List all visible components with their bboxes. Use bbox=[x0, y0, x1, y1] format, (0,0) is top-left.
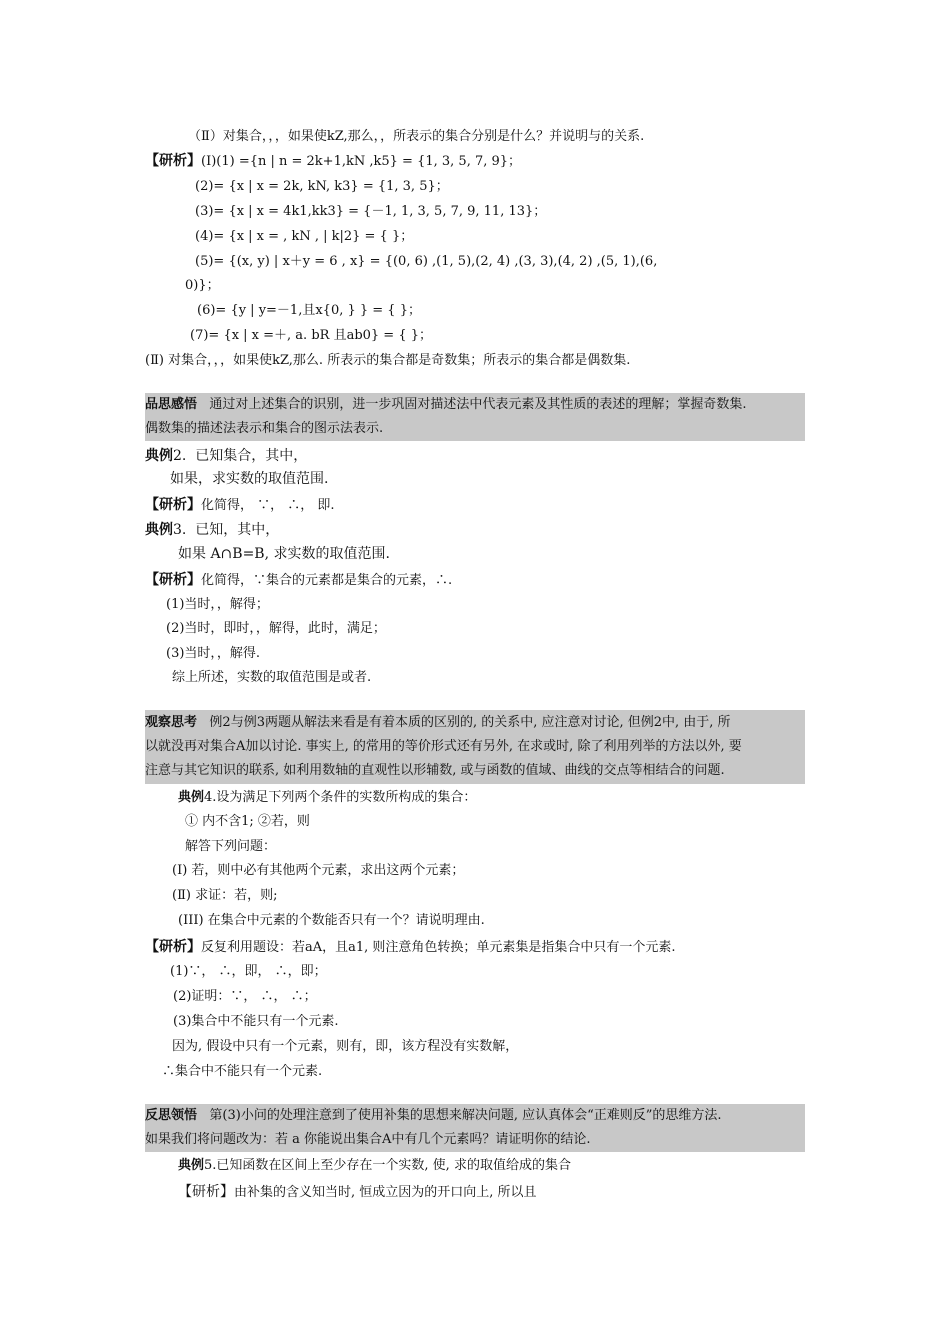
rethink-text: 第(3)小问的处理注意到了使用补集的思想来解决问题, 应认真体会“正难则反”的思维方法. bbox=[209, 1108, 722, 1123]
analysis-line-1 bbox=[145, 150, 521, 173]
example-4-question-2: (Ⅱ) 求证：若，则; bbox=[172, 888, 278, 903]
analysis-line-7: (7)= {x | x =＋, a. bR 且ab0} = { }； bbox=[190, 328, 433, 343]
example-4-conditions: ① 内不含1; ②若，则 bbox=[185, 814, 310, 829]
observe-line-3: 注意与其它知识的联系, 如利用数轴的直观性以形辅数, 或与函数的值域、曲线的交点等相结合的问题. bbox=[145, 763, 725, 778]
reflection-box-3 bbox=[145, 1104, 805, 1152]
example-4-analysis bbox=[145, 936, 676, 959]
example-2-heading bbox=[145, 445, 307, 467]
example-3-summary: 综上所述，实数的取值范围是或者. bbox=[172, 670, 372, 685]
observe-text: 例2与例3两题从解法来看是有着本质的区别的, 的关系中, 应注意对讨论, 但例2中, 由于, 所 bbox=[209, 715, 731, 730]
analysis-text: 化简得，∵集合的元素都是集合的元素，∴. bbox=[201, 573, 453, 588]
analysis-text: 由补集的含义知当时, 恒成立因为的开口向上, 所以且 bbox=[234, 1185, 537, 1200]
analysis-tag: 【研析】 bbox=[145, 497, 201, 513]
observe-line-1 bbox=[145, 712, 731, 734]
example-5-analysis bbox=[178, 1181, 537, 1204]
example-4-question-3: (III) 在集合中元素的个数能否只有一个？请说明理由. bbox=[178, 913, 485, 928]
analysis-text: (Ⅰ)(1) ={n | n = 2k+1,kN ,k5} = {1, 3, 5, 7, 9}； bbox=[201, 154, 522, 169]
example-3-analysis bbox=[145, 569, 452, 592]
example-tag: 典例 bbox=[178, 790, 205, 805]
analysis-tag: 【研析】 bbox=[145, 939, 201, 955]
example-4-ask: 解答下列问题： bbox=[185, 839, 277, 854]
analysis-tag: 【研析】 bbox=[178, 1184, 234, 1200]
rethink-tag: 反思领悟 bbox=[145, 1108, 198, 1123]
analysis-line-6: (6)= {y | y=－1,且x{0, } } = { }； bbox=[197, 303, 421, 318]
example-4-step-3: (3)集合中不能只有一个元素. bbox=[173, 1014, 339, 1029]
example-4-step-5: ∴集合中不能只有一个元素. bbox=[162, 1064, 323, 1079]
example-tag: 典例 bbox=[145, 448, 173, 464]
example-3-line-2: 如果 A∩B=B, 求实数的取值范围. bbox=[178, 546, 390, 562]
example-4-step-2: (2)证明：∵， ∴， ∴； bbox=[173, 989, 317, 1004]
example-text: 已知函数在区间上至少存在一个实数, 使, 求的取值给成的集合 bbox=[216, 1158, 571, 1173]
analysis-line-3: (3)= {x | x = 4k1,kk3} = {－1, 1, 3, 5, 7, 9, 11, 13}； bbox=[195, 204, 547, 219]
analysis-line-8: (Ⅱ) 对集合，，，如果使kZ,那么. 所表示的集合都是奇数集；所表示的集合都是偶数集. bbox=[145, 353, 631, 368]
analysis-line-5b: 0)}； bbox=[185, 278, 220, 293]
reflection-box-2 bbox=[145, 710, 805, 784]
rethink-line-1 bbox=[145, 1105, 722, 1127]
reflection-box-1 bbox=[145, 393, 805, 441]
example-2-line-2: 如果，求实数的取值范围. bbox=[170, 471, 329, 487]
example-4-step-1: (1)∵， ∴，即， ∴，即； bbox=[170, 964, 327, 979]
analysis-text: 化简得， ∵， ∴， 即. bbox=[201, 498, 335, 513]
example-number: 4. bbox=[204, 790, 217, 805]
reflection-line-1 bbox=[145, 394, 747, 416]
example-number: 3. bbox=[173, 522, 187, 538]
example-3-heading bbox=[145, 519, 279, 541]
example-tag: 典例 bbox=[178, 1158, 205, 1173]
example-2-analysis bbox=[145, 494, 335, 517]
example-4-step-4: 因为, 假设中只有一个元素，则有，即，该方程没有实数解， bbox=[172, 1039, 519, 1054]
rethink-line-2: 如果我们将问题改为：若 a 你能说出集合A中有几个元素吗？请证明你的结论. bbox=[145, 1132, 591, 1147]
reflection-text: 通过对上述集合的识别，进一步巩固对描述法中代表元素及其性质的表述的理解；掌握奇数集. bbox=[209, 397, 747, 412]
example-text: 已知集合，其中， bbox=[195, 448, 308, 464]
example-3-case-3: (3)当时，，解得. bbox=[166, 646, 261, 661]
analysis-tag: 【研析】 bbox=[145, 572, 201, 588]
example-4-question-1: (Ⅰ) 若，则中必有其他两个元素，求出这两个元素； bbox=[172, 863, 465, 878]
example-3-case-1: (1)当时，，解得； bbox=[166, 597, 269, 612]
example-text: 已知，其中， bbox=[195, 522, 280, 538]
example-3-case-2: (2)当时，即时，，解得，此时，满足； bbox=[166, 621, 386, 636]
reflection-tag: 品思感悟 bbox=[145, 397, 198, 412]
analysis-line-2: (2)= {x | x = 2k, kN, k3} = {1, 3, 5}； bbox=[195, 179, 449, 194]
example-number: 2. bbox=[173, 448, 187, 464]
analysis-line-5: (5)= {(x, y) | x＋y = 6 , x} = {(0, 6) ,(1, 5),(2, 4) ,(3, 3),(4, 2) ,(5, 1),(6, bbox=[195, 254, 658, 269]
example-4-heading bbox=[178, 787, 476, 809]
observe-line-2: 以就没再对集合A加以讨论. 事实上, 的常用的等价形式还有另外, 在求或时, 除了利用列举的方法以外, 要 bbox=[145, 739, 742, 754]
analysis-tag: 【研析】 bbox=[145, 153, 201, 169]
example-tag: 典例 bbox=[145, 522, 173, 538]
observe-tag: 观察思考 bbox=[145, 715, 198, 730]
analysis-text: 反复利用题设：若aA，且a1, 则注意角色转换；单元素集是指集合中只有一个元素. bbox=[201, 940, 676, 955]
analysis-line-4: (4)= {x | x = , kN , | k|2} = { }； bbox=[195, 229, 414, 244]
example-text: 设为满足下列两个条件的实数所构成的集合： bbox=[216, 790, 477, 805]
example-5-heading bbox=[178, 1155, 571, 1177]
question-part-2: （Ⅱ）对集合，，，如果使kZ,那么，，所表示的集合分别是什么？并说明与的关系. bbox=[188, 129, 645, 144]
reflection-line-2: 偶数集的描述法表示和集合的图示法表示. bbox=[145, 421, 384, 436]
example-number: 5. bbox=[204, 1158, 217, 1173]
